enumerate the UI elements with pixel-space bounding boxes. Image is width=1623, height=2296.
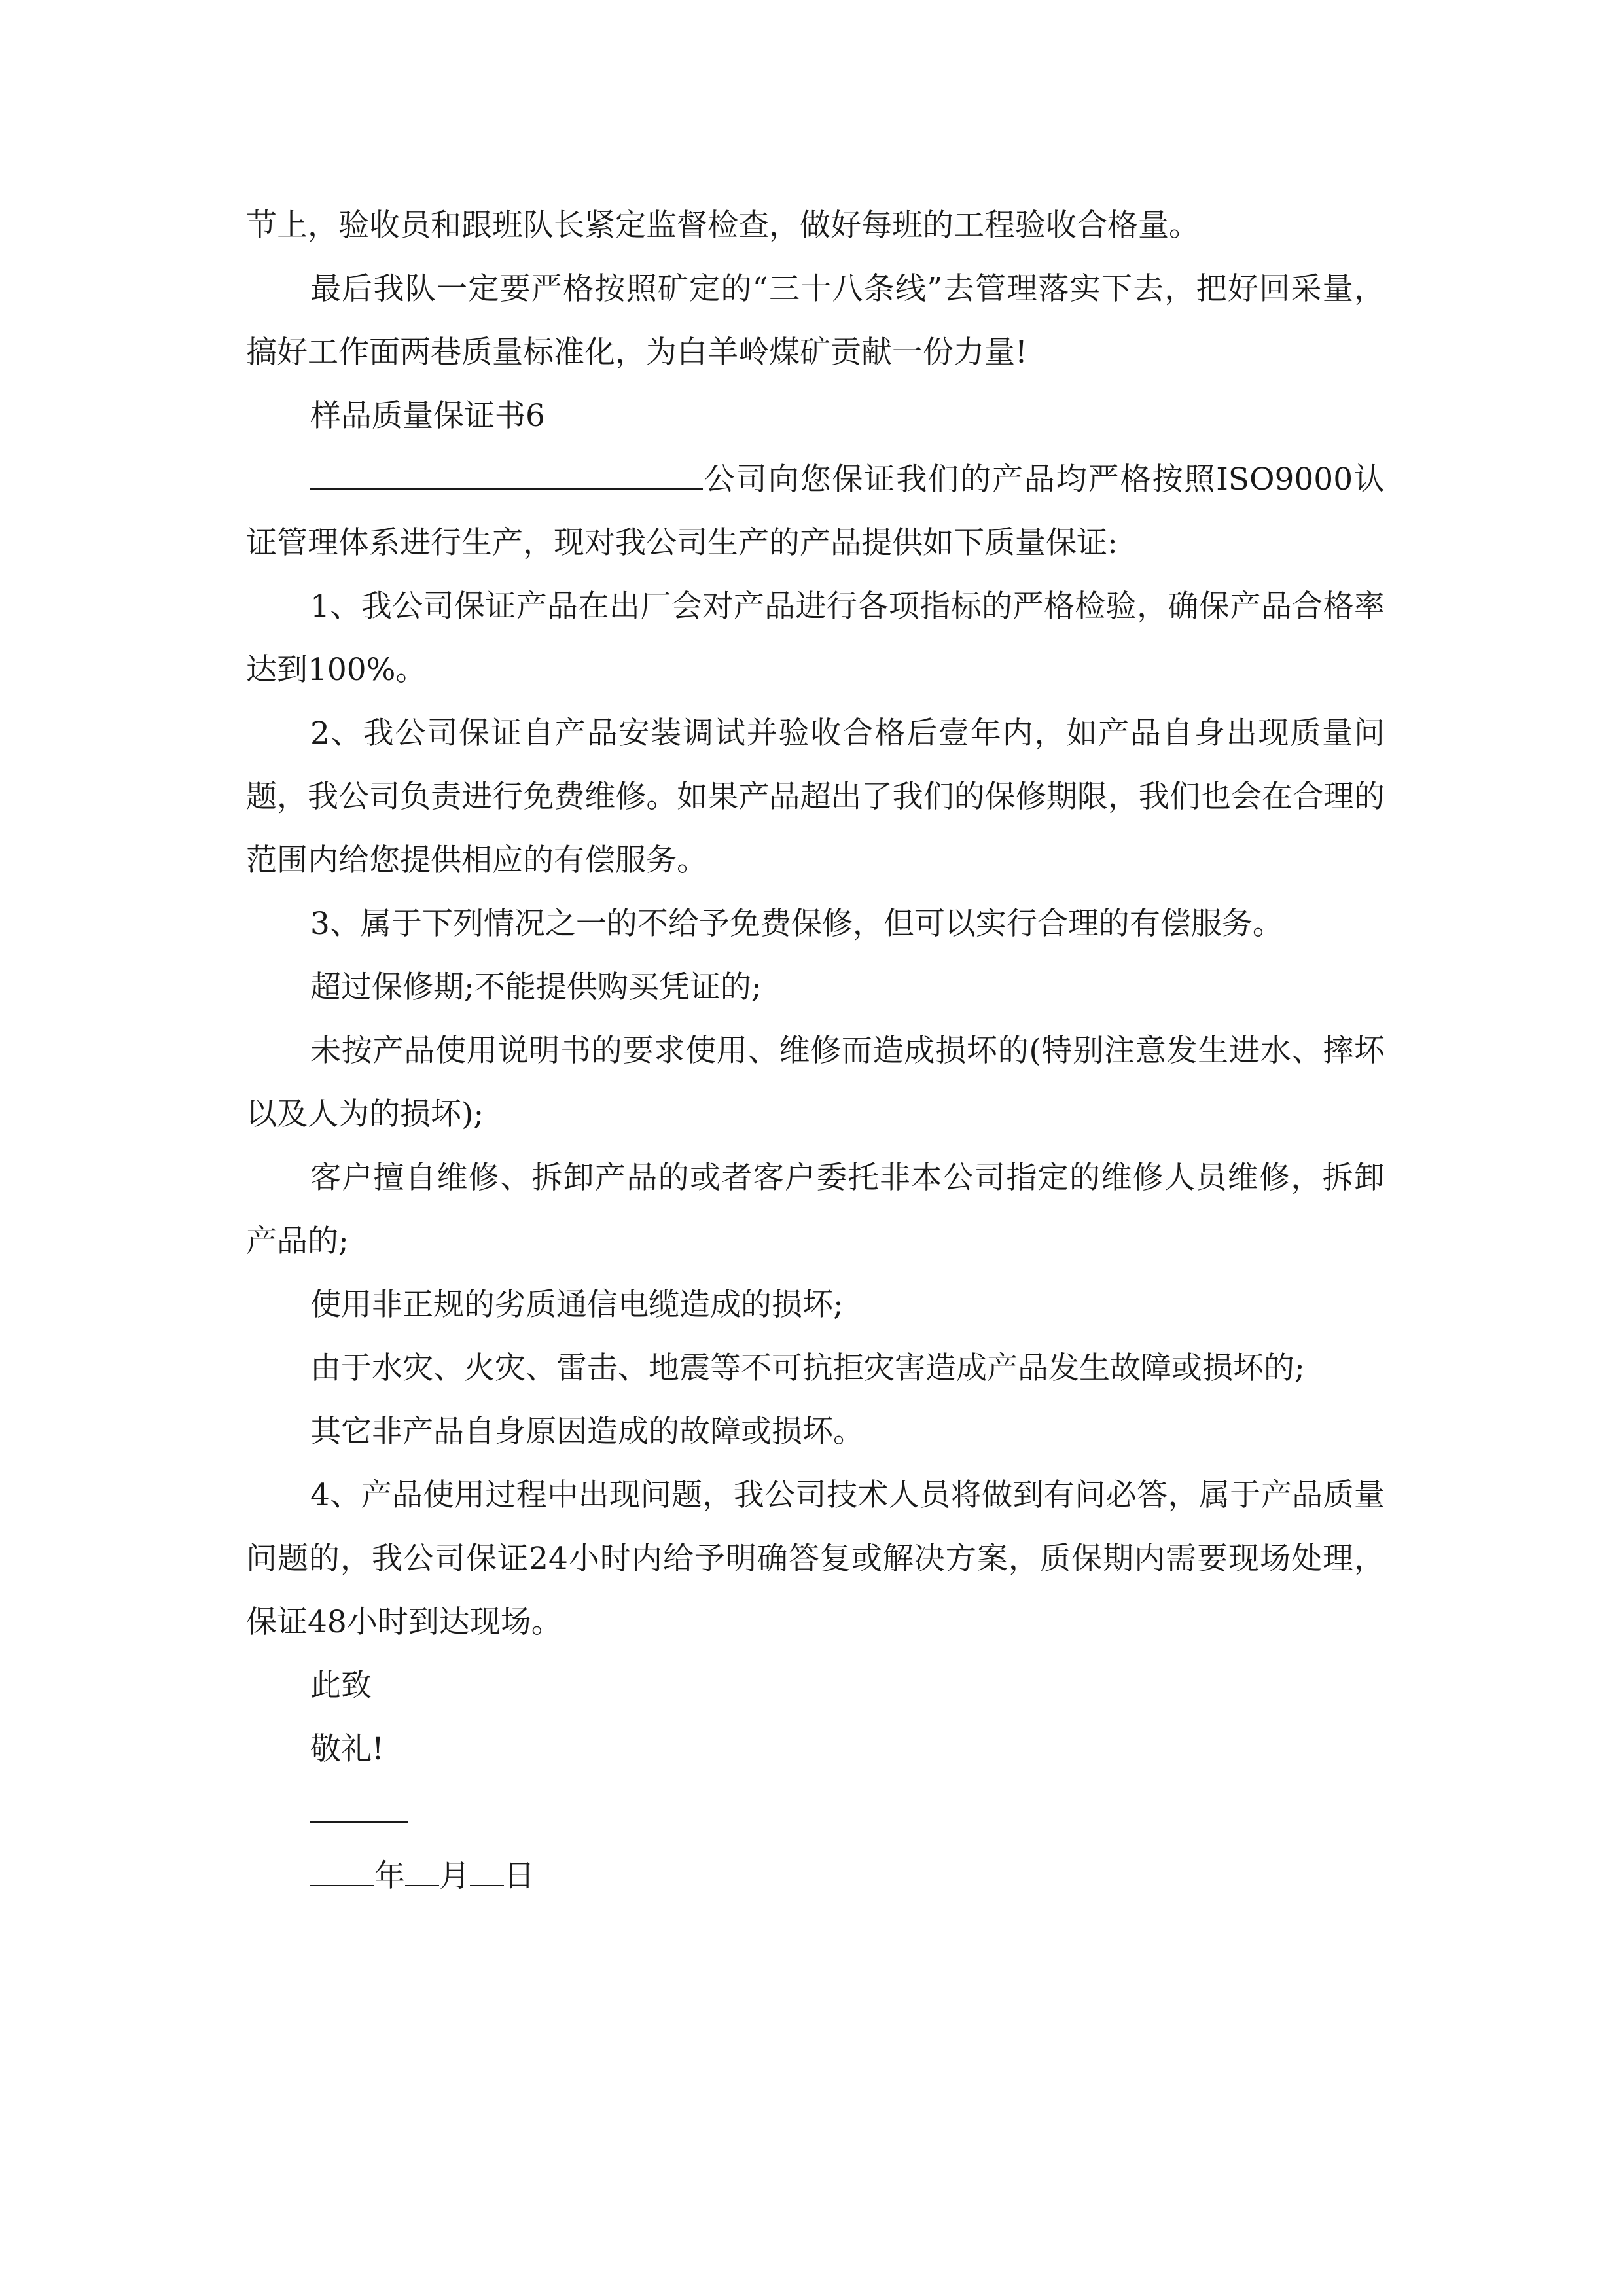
paragraph-closing-commitment: 最后我队一定要严格按照矿定的“三十八条线”去管理落实下去，把好回采量，搞好工作面两巷质量标准化，为白羊岭煤矿贡献一份力量! — [246, 271, 1385, 370]
paragraph-intro — [246, 448, 1385, 575]
date-line — [246, 1844, 1385, 1908]
exclusion-item: 客户擅自维修、拆卸产品的或者客户委托非本公司指定的维修人员维修，拆卸产品的; — [246, 1160, 1385, 1259]
salutation: 此致 — [310, 1668, 372, 1704]
signature-blank[interactable] — [310, 1795, 408, 1823]
day-blank[interactable] — [470, 1856, 504, 1886]
company-name-blank[interactable] — [310, 459, 703, 490]
clause-2: 2、我公司保证自产品安装调试并验收合格后壹年内，如产品自身出现质量问题，我公司负责进行免费维修。如果产品超出了我们的保修期限，我们也会在合理的范围内给您提供相应的有偿服务。 — [246, 715, 1385, 878]
section-heading: 样品质量保证书6 — [310, 398, 545, 434]
document-body — [246, 194, 1385, 1908]
year-label: 年 — [374, 1858, 405, 1894]
clause-4: 4、产品使用过程中出现问题，我公司技术人员将做到有问必答，属于产品质量问题的，我公司保证24小时内给予明确答复或解决方案，质保期内需要现场处理，保证48小时到达现场。 — [246, 1477, 1385, 1640]
paragraph-continuation: 节上，验收员和跟班队长紧定监督检查，做好每班的工程验收合格量。 — [246, 207, 1200, 243]
signature-line — [246, 1781, 1385, 1844]
month-label: 月 — [439, 1858, 470, 1894]
year-blank[interactable] — [310, 1856, 374, 1886]
exclusion-item: 超过保修期;不能提供购买凭证的; — [310, 969, 762, 1005]
month-blank[interactable] — [405, 1856, 439, 1886]
day-label: 日 — [504, 1858, 535, 1894]
exclusion-item: 由于水灾、火灾、雷击、地震等不可抗拒灾害造成产品发生故障或损坏的; — [310, 1350, 1305, 1386]
exclusion-item: 其它非产品自身原因造成的故障或损坏。 — [310, 1414, 864, 1450]
clause-1: 1、我公司保证产品在出厂会对产品进行各项指标的严格检验，确保产品合格率达到100%。 — [246, 588, 1385, 688]
regards: 敬礼! — [310, 1731, 384, 1767]
exclusion-item: 未按产品使用说明书的要求使用、维修而造成损坏的(特别注意发生进水、摔坏以及人为的损坏); — [246, 1033, 1385, 1132]
exclusion-item: 使用非正规的劣质通信电缆造成的损坏; — [310, 1287, 844, 1323]
intro-text: 公司向您保证我们的产品均严格按照ISO9000认证管理体系进行生产，现对我公司生产的产品提供如下质量保证: — [246, 461, 1385, 561]
clause-3: 3、属于下列情况之一的不给予免费保修，但可以实行合理的有偿服务。 — [310, 906, 1283, 942]
